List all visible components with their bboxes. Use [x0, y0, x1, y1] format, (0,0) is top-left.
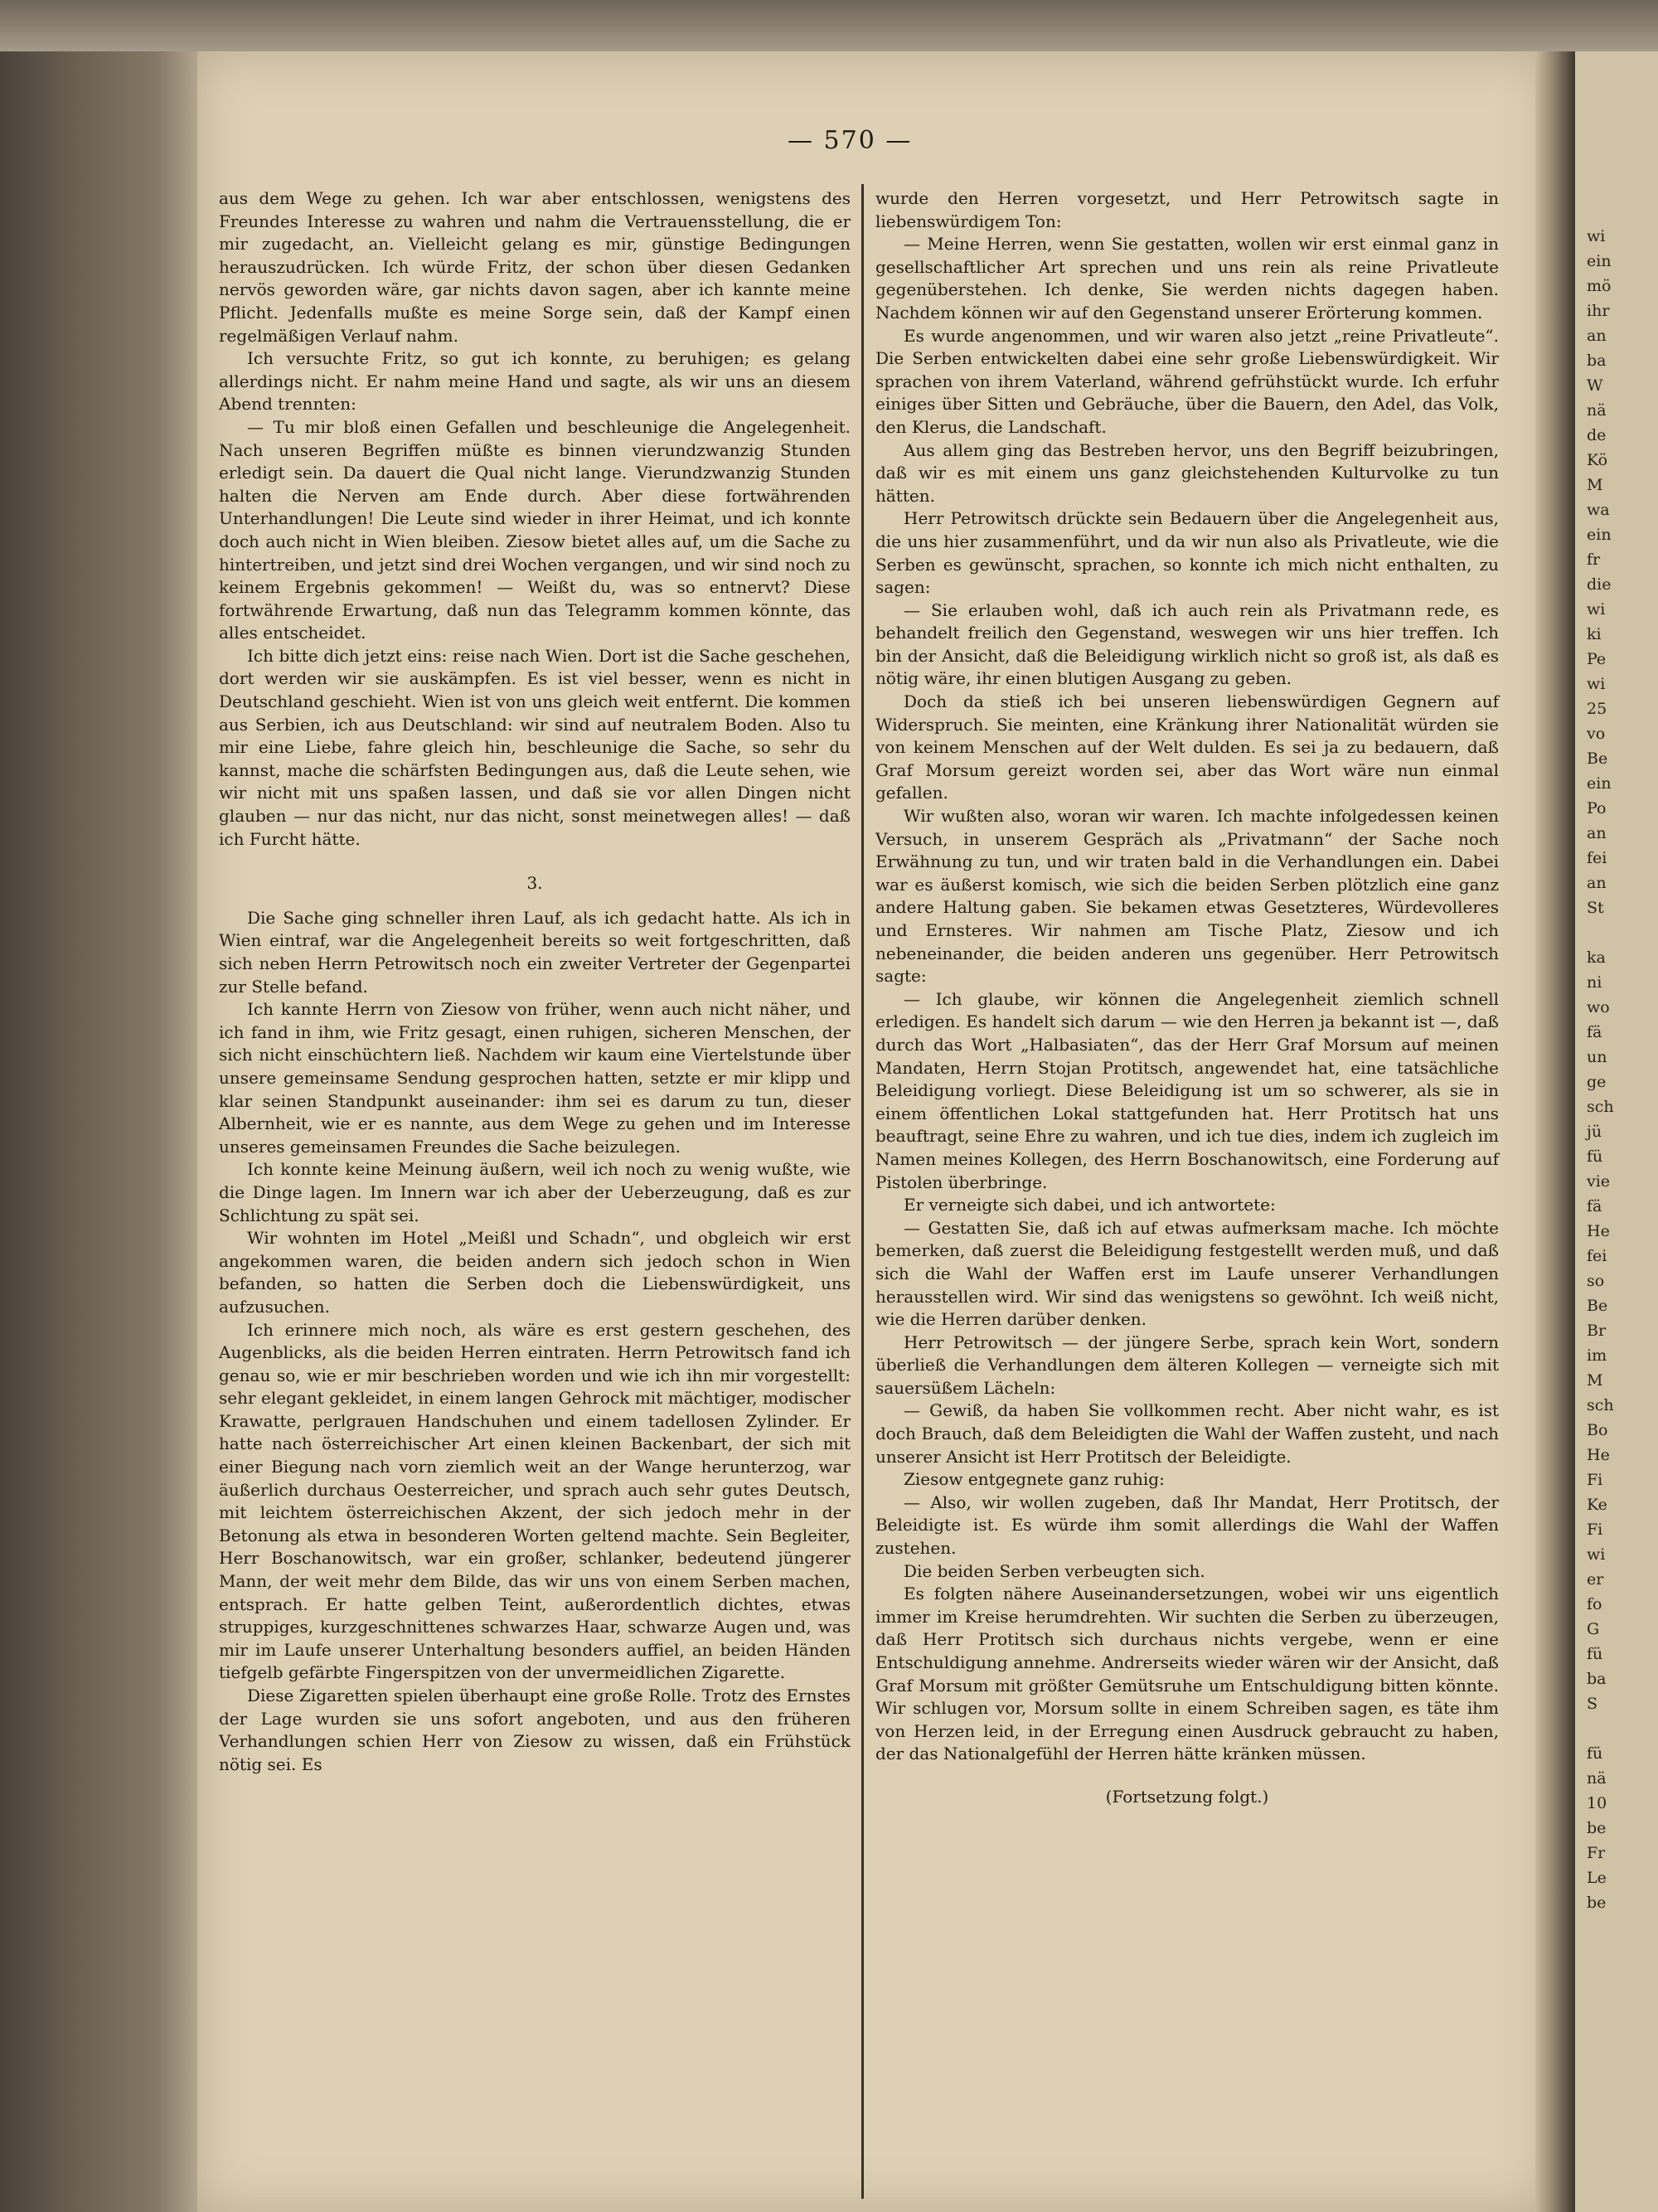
left-column	[219, 187, 851, 1776]
paragraph: Herr Petrowitsch — der jüngere Serbe, sprach kein Wort, sondern überließ die Verhandlungen dem älteren Kollegen — verneigte sich mit sauersüßem Lächeln:	[875, 1332, 1499, 1398]
next-page-fragment: ba	[1587, 1670, 1607, 1688]
next-page-fragment: fü	[1587, 1645, 1603, 1663]
next-page-fragment: M	[1587, 1371, 1603, 1390]
next-page-fragment: S	[1587, 1695, 1598, 1713]
next-page-fragment: Ke	[1587, 1496, 1607, 1514]
next-page-fragment: ni	[1587, 973, 1602, 992]
paragraph: Diese Zigaretten spielen überhaupt eine große Rolle. Trotz des Ernstes der Lage wurden sie uns sofort angeboten, und aus den früheren Verhandlungen schien Herr von Ziesow zu wissen, daß ein Frühstück nötig sei. Es	[219, 1686, 851, 1774]
paragraph: — Meine Herren, wenn Sie gestatten, wollen wir erst einmal ganz in gesellschaftlicher Art sprechen und uns rein als reine Privatleute gegenüberstehen. Ich denke, Sie werden nichts dagegen haben. Nachdem können wir auf den Gegenstand unserer Erörterung kommen.	[875, 234, 1499, 323]
next-page-fragment: 25	[1587, 700, 1607, 718]
paragraph: Ich kannte Herrn von Ziesow von früher, wenn auch nicht näher, und ich fand in ihm, wie Fritz gesagt, einen ruhigen, sicheren Menschen, der sich nicht einschüchtern ließ. Nachdem wir kaum eine Viertelstunde über unsere gemeinsame Sendung gesprochen hatten, setzte er mir klipp und klar seinen Standpunkt auseinander: ihm sei es darum zu tun, dieser Albernheit, wie er es nannte, aus dem Wege zu gehen und im Interesse unseres gemeinsamen Freundes die Sache beizulegen.	[219, 999, 851, 1157]
next-page-fragment: sch	[1587, 1098, 1614, 1116]
next-page-fragment: Fr	[1587, 1844, 1606, 1862]
paragraph: Ich konnte keine Meinung äußern, weil ich noch zu wenig wußte, wie die Dinge lagen. Im Innern war ich aber der Ueberzeugung, daß es zur Schlichtung zu spät sei.	[219, 1159, 851, 1225]
next-page-fragment: ba	[1587, 352, 1607, 370]
next-page-fragment: Fi	[1587, 1521, 1603, 1539]
scan-border-top	[0, 0, 1658, 51]
section-number: 3.	[526, 873, 543, 894]
next-page-fragment: Be	[1587, 1297, 1608, 1315]
next-page-fragment: die	[1587, 575, 1612, 594]
next-page-fragment: wi	[1587, 1545, 1606, 1564]
next-page-fragment: wa	[1587, 501, 1610, 519]
next-page-fragment: nä	[1587, 1769, 1607, 1788]
next-page-fragment: Kö	[1587, 451, 1608, 469]
next-page-fragment: fo	[1587, 1595, 1602, 1613]
paragraph: Ziesow entgegnete ganz ruhig:	[904, 1469, 1165, 1490]
paragraph: Wir wußten also, woran wir waren. Ich machte infolgedessen keinen Versuch, in unserem Gespräch als „Privatmann“ der Sache noch Erwähnung zu tun, und wir traten bald in die Verhandlungen ein. Dabei war es äußerst komisch, wie sich die beiden Serben plötzlich eine ganz andere Haltung gaben. Sie bekamen etwas Gesetzteres, Würdevolleres und Ernsteres. Wir nahmen am Tische Platz, Ziesow und ich nebeneinander, die beiden anderen uns gegenüber. Herr Petrowitsch sagte:	[875, 806, 1499, 987]
paragraph: — Gestatten Sie, daß ich auf etwas aufmerksam mache. Ich möchte bemerken, daß zuerst die Beleidigung festgestellt werden muß, und daß sich die Wahl der Waffen erst im Laufe unserer Verhandlungen herausstellen wird. Wir sind das wenigstens so gewöhnt. Ich weiß nicht, wie die Herren darüber denken.	[875, 1217, 1499, 1330]
paragraph: Es folgten nähere Auseinandersetzungen, wobei wir uns eigentlich immer im Kreise herumdrehten. Wir suchten die Serben zu überzeugen, daß Herr Protitsch sich durchaus nichts vergebe, wenn er eine Entschuldigung annehme. Andrerseits wieder wären wir der Ansicht, daß Graf Morsum mit größter Gemütsruhe um Entschuldigung bitten könnte. Wir schlugen vor, Morsum sollte in einem Schreiben sagen, es täte ihm von Herzen leid, in der Erregung einen Ausdruck gebraucht zu haben, der das Nationalgefühl der Herren hätte kränken müssen.	[875, 1584, 1499, 1764]
paragraph: Ich erinnere mich noch, als wäre es erst gestern geschehen, des Augenblicks, als die beiden Herren eintraten. Herrn Petrowitsch fand ich genau so, wie er mir beschrieben worden und wie ich ihn mir vorgestellt: sehr elegant gekleidet, in einem langen Gehrock mit mächtiger, modischer Krawatte, perlgrauen Handschuhen und einem tadellosen Zylinder. Er hatte nach österreichischer Art einen kleinen Backenbart, der sich mit einer Biegung nach vorn ziemlich weit an der Wange herunterzog, war äußerlich durchaus Oesterreicher, und sprach auch sehr gutes Deutsch, mit leichtem österreichischen Akzent, der sich jedoch mehr in der Betonung als etwa in besonderen Worten geltend machte. Sein Begleiter, Herr Boschanowitsch, war ein großer, schlanker, bedeutend jüngerer Mann, der weit mehr dem Bilde, das wir uns von einem Serben machen, entsprach. Er hatte gelben Teint, außerordentlich dichtes, etwas struppiges, kurzgeschnittenes schwarzes Haar, schwarze Augen und, was mir im Laufe unserer Unterhaltung besonders auffiel, an beiden Händen tiefgelb gefärbte Fingerspitzen von der unvermeidlichen Zigarette.	[219, 1319, 851, 1683]
paragraph: wurde den Herren vorgesetzt, und Herr Petrowitsch sagte in liebenswürdigem Ton:	[875, 188, 1499, 231]
paragraph: — Tu mir bloß einen Gefallen und beschleunige die Angelegenheit. Nach unseren Begriffen müßte es binnen vierundzwanzig Stunden erledigt sein. Da dauert die Qual nicht lange. Vierundzwanzig Stunden halten die Nerven am Ende durch. Aber diese fortwährenden Unterhandlungen! Die Leute sind wieder in ihrer Heimat, und ich konnte doch auch nicht in Wien bleiben. Ziesow bietet alles auf, um die Sache zu hintertreiben, und jetzt sind drei Wochen vergangen, und wir sind noch zu keinem Ergebnis gekommen! — Weißt du, was so entnervt? Diese fortwährende Erwartung, daß nun das Telegramm kommen könnte, das alles entscheidet.	[219, 416, 851, 643]
paragraph: Aus allem ging das Bestreben hervor, uns den Begriff beizubringen, daß wir es mit einem uns ganz gleichstehenden Kulturvolke zu tun hätten.	[875, 439, 1499, 506]
next-page-fragment: fei	[1587, 1247, 1607, 1265]
next-page-fragment: wi	[1587, 227, 1606, 245]
continuation-note: (Fortsetzung folgt.)	[1105, 1786, 1269, 1807]
next-page-fragment: fü	[1587, 1744, 1603, 1763]
paragraph: Wir wohnten im Hotel „Meißl und Schadn“, und obgleich wir erst angekommen waren, die beiden andern sich jedoch schon in Wien befanden, so hatten die Serben doch die Liebenswürdigkeit, uns aufzusuchen.	[219, 1228, 851, 1317]
next-page-fragment: ge	[1587, 1073, 1607, 1091]
next-page-fragment: so	[1587, 1272, 1605, 1290]
next-page-fragment: an	[1587, 874, 1607, 892]
next-page-fragment: ein	[1587, 252, 1612, 270]
next-page-fragment: an	[1587, 824, 1607, 842]
next-page-fragment: an	[1587, 327, 1607, 345]
next-page-fragment: ein	[1587, 774, 1612, 793]
next-page-fragment: fä	[1587, 1197, 1602, 1215]
next-page-fragment: Be	[1587, 749, 1608, 768]
next-page-fragment: 10	[1587, 1794, 1607, 1812]
column-divider	[861, 184, 864, 2199]
book-gutter	[1535, 51, 1575, 2212]
next-page-fragment: wi	[1587, 675, 1606, 693]
next-page-edge	[1575, 51, 1658, 2212]
next-page-fragment: G	[1587, 1620, 1600, 1638]
next-page-fragment: ka	[1587, 948, 1606, 967]
scan-border-left	[0, 51, 197, 2212]
paragraph: Es wurde angenommen, und wir waren also jetzt „reine Privatleute“. Die Serben entwickelten dabei eine sehr große Liebenswürdigkeit. Wir sprachen von ihrem Vaterland, während gefrühstückt wurde. Ich erfuhr einiges über Sitten und Gebräuche, über die Bauern, den Adel, das Volk, den Klerus, die Landschaft.	[875, 325, 1499, 437]
paragraph: Herr Petrowitsch drückte sein Bedauern über die Angelegenheit aus, die uns hier zusammenführt, und da wir nun also als Privatleute, wie die Serben es gewünscht, sprachen, so konnte ich mich nicht enthalten, zu sagen:	[875, 508, 1499, 598]
next-page-fragment: wo	[1587, 998, 1610, 1016]
next-page-fragment: Bo	[1587, 1421, 1608, 1439]
paragraph: Ich bitte dich jetzt eins: reise nach Wien. Dort ist die Sache geschehen, dort werden wir sie auskämpfen. Es ist viel besser, wenn es nicht in Deutschland geschieht. Wien ist von uns gleich weit entfernt. Die kommen aus Serbien, ich aus Deutschland: wir sind auf neutralem Boden. Also tu mir eine Liebe, fahre gleich hin, beschleunige die Sache, so sehr du kannst, mache die schärfsten Bedingungen aus, daß die Leute sehen, wie wir nicht mit uns spaßen lassen, und daß sie vor allen Dingen nicht glauben — nur das nicht, nur das nicht, sonst meinetwegen alles! — daß ich Furcht hätte.	[219, 645, 851, 849]
next-page-fragment: Fi	[1587, 1471, 1603, 1489]
paragraph: Er verneigte sich dabei, und ich antwortete:	[904, 1195, 1276, 1215]
paragraph: — Also, wir wollen zugeben, daß Ihr Mandat, Herr Protitsch, der Beleidigte ist. Es würde ihm somit allerdings die Wahl der Waffen zustehen.	[875, 1492, 1499, 1559]
next-page-fragment: sch	[1587, 1396, 1614, 1414]
next-page-fragment: Le	[1587, 1869, 1607, 1887]
next-page-fragment: nä	[1587, 401, 1607, 420]
next-page-fragment: wi	[1587, 600, 1606, 618]
next-page-fragment: fr	[1587, 551, 1601, 569]
next-page-fragment: vo	[1587, 725, 1606, 743]
paragraph: Ich versuchte Fritz, so gut ich konnte, zu beruhigen; es gelang allerdings nicht. Er nahm meine Hand und sagte, als wir uns an diesem Abend trennten:	[219, 348, 851, 415]
paragraph: aus dem Wege zu gehen. Ich war aber entschlossen, wenigstens des Freundes Interesse zu wahren und nahm die Vertrauensstellung, die er mir zugedacht, an. Vielleicht gelang es mir, günstige Bedingungen herauszudrücken. Ich würde Fritz, der schon über diesen Gedanken nervös geworden wäre, gar nichts davon sagen, aber ich kannte meine Pflicht. Jedenfalls mußte es meine Sorge sein, daß der Kampf einen regelmäßigen Verlauf nahm.	[219, 188, 851, 346]
paragraph: Die Sache ging schneller ihren Lauf, als ich gedacht hatte. Als ich in Wien eintraf, war die Angelegenheit bereits so weit fortgeschritten, daß sich neben Herrn Petrowitsch noch ein zweiter Vertreter der Gegenpartei zur Stelle befand.	[219, 907, 851, 997]
next-page-fragment: fä	[1587, 1023, 1602, 1041]
next-page-fragment: be	[1587, 1819, 1607, 1837]
next-page-fragment: St	[1587, 899, 1604, 917]
next-page-fragment: He	[1587, 1222, 1610, 1240]
next-page-fragment: Pe	[1587, 650, 1607, 668]
paragraph: — Sie erlauben wohl, daß ich auch rein als Privatmann rede, es behandelt freilich den Gegenstand, weswegen wir uns hier treffen. Ich bin der Ansicht, daß die Beleidigung wirklich nicht so groß ist, als daß es nötig wäre, ihr einen blutigen Ausgang zu geben.	[875, 599, 1499, 689]
next-page-fragment: fei	[1587, 849, 1607, 867]
next-page-fragment: vie	[1587, 1172, 1611, 1191]
next-page-fragment: He	[1587, 1446, 1610, 1464]
next-page-fragment: ki	[1587, 625, 1602, 643]
paragraph: — Ich glaube, wir können die Angelegenheit ziemlich schnell erledigen. Es handelt sich darum — wie den Herren ja bekannt ist —, daß durch das Wort „Halbasiaten“, das der Herr Graf Morsum auf meinen Mandaten, Herrn Stojan Protitsch, angewendet hat, eine tatsächliche Beleidigung vorliegt. Diese Beleidigung ist um so schwerer, als sie in einem öffentlichen Lokal stattgefunden hat. Herr Protitsch hat uns beauftragt, seine Ehre zu wahren, und ich tue dies, indem ich zugleich im Namen meines Kollegen, des Herrn Boschanowitsch, eine Forderung auf Pistolen überbringe.	[875, 988, 1499, 1192]
page-number: — 570 —	[788, 126, 913, 155]
next-page-fragment: im	[1587, 1346, 1607, 1365]
next-page-fragment: un	[1587, 1048, 1607, 1066]
next-page-fragment: Po	[1587, 799, 1607, 817]
paragraph: Die beiden Serben verbeugten sich.	[904, 1560, 1205, 1581]
next-page-fragment: ihr	[1587, 302, 1610, 320]
next-page-fragment: be	[1587, 1894, 1607, 1912]
paragraph: — Gewiß, da haben Sie vollkommen recht. Aber nicht wahr, es ist doch Brauch, daß dem Beleidigten die Wahl der Waffen zusteht, und nach unserer Ansicht ist Herr Protitsch der Beleidigte.	[875, 1400, 1499, 1467]
next-page-fragment: de	[1587, 426, 1607, 444]
paragraph: Doch da stieß ich bei unseren liebenswürdigen Gegnern auf Widerspruch. Sie meinten, eine Kränkung ihrer Nationalität würden sie von keinem Menschen auf der Welt dulden. Es sei ja zu bedauern, daß Graf Morsum gereizt worden sei, aber das Wort wäre nun einmal gefallen.	[875, 691, 1499, 803]
next-page-fragment: er	[1587, 1570, 1604, 1589]
next-page-fragment: Br	[1587, 1322, 1607, 1340]
next-page-fragment: jü	[1587, 1123, 1602, 1141]
right-column	[875, 187, 1499, 1809]
next-page-fragment: M	[1587, 476, 1603, 494]
next-page-fragment: fü	[1587, 1147, 1603, 1166]
next-page-fragment: W	[1587, 376, 1603, 395]
next-page-fragment: mö	[1587, 277, 1612, 295]
next-page-fragment: ein	[1587, 526, 1612, 544]
